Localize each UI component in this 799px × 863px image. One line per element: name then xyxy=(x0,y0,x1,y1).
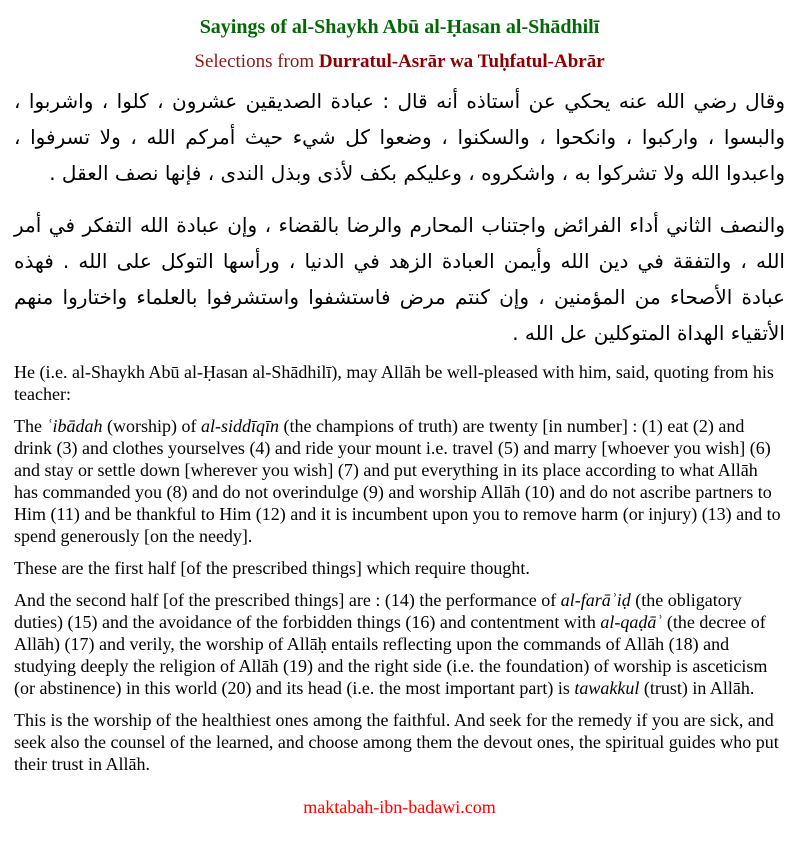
english-translation-block xyxy=(14,361,785,775)
subtitle-book-title: Durratul-Asrār wa Tuḥfatul-Abrār xyxy=(318,51,605,72)
footer xyxy=(14,797,785,818)
text-segment: (the obligatory duties) (15) and the avoidance of the forbidden things (16) and contentment with xyxy=(14,590,742,632)
transliterated-term-ibadah: ʿibādah xyxy=(46,416,103,436)
transliterated-term-faraid: al-farāʾiḍ xyxy=(560,590,631,610)
english-paragraph-closing: This is the worship of the healthiest ones among the faithful. And seek for the remedy if you are sick, and seek also the counsel of the learned, and choose among them the devout ones, the spiritual guides who put their trust in Allāh. xyxy=(14,710,779,774)
arabic-paragraph-2: والنصف الثاني أداء الفرائض واجتناب المحارم والرضا بالقضاء ، وإن عبادة الله التفكر في أمر الله ، والتفقة في دين الله وأيمن العبادة الزهد في الدنيا ، ورأسها التوكل على الله . فهذه عبادة الأصحاء من المؤمنين ، وإن كنتم مرض فاستشفوا واستشرفوا بالعلماء واختاروا منهم الأتقياء الهداة المتوكلين عل الله . xyxy=(14,213,785,345)
english-paragraph-first-half: These are the first half [of the prescribed things] which require thought. xyxy=(14,558,530,578)
arabic-text-block xyxy=(14,83,785,351)
transliterated-term-qada: al-qaḍāʾ xyxy=(600,612,663,632)
page-subtitle xyxy=(14,51,785,73)
text-segment: (trust) in Allāh. xyxy=(639,678,755,698)
page-title: Sayings of al-Shaykh Abū al-Ḥasan al-Shādhilī xyxy=(199,16,600,38)
transliterated-term-siddiqin: al-siddīqīn xyxy=(200,416,279,436)
text-segment: And the second half [of the prescribed things] are : (14) the performance of xyxy=(14,590,561,610)
footer-site-link[interactable]: maktabah-ibn-badawi.com xyxy=(303,797,496,817)
english-paragraph-intro: He (i.e. al-Shaykh Abū al-Ḥasan al-Shādhilī), may Allāh be well-pleased with him, said, quoting from his teacher: xyxy=(14,362,774,404)
subtitle-prefix: Selections from xyxy=(194,51,319,72)
text-segment: (the decree of Allāh) (17) and verily, the worship of Allāḥ entails reflecting upon the commands of Allāh (18) and studying deeply the religion of Allāh (19) and the right side (i.e. the foundation) of worship is asceticism (or abstinence) in this world (20) and its head (i.e. the most important part) is xyxy=(14,612,768,698)
english-paragraph-worship-list xyxy=(14,415,785,547)
english-paragraph-second-half xyxy=(14,589,785,699)
transliterated-term-tawakkul: tawakkul xyxy=(574,678,640,698)
text-segment: (the champions of truth) are twenty [in number] : (1) eat (2) and drink (3) and clothes yourselves (4) and ride your mount i.e. travel (5) and marry [whoever you wish] (6) and stay or settle down [wherever you wish] (7) and put everything in its place according to what Allāh has commanded you (8) and do not overindulge (9) and worship Allāh (10) and do not ascribe partners to Him (11) and be thankful to Him (12) and it is incumbent upon you to remove harm (or injury) (13) and to spend generously [on the needy]. xyxy=(14,416,781,546)
text-segment: (worship) of xyxy=(102,416,201,436)
arabic-paragraph-1: وقال رضي الله عنه يحكي عن أستاذه أنه قال : عبادة الصديقين عشرون ، كلوا ، واشربوا ، والبسوا ، واركبوا ، وانكحوا ، والسكنوا ، وضعوا كل شيء حيث أمركم الله ، ولا تسرفوا ، واعبدوا الله ولا تشركوا به ، واشكروه ، وعليكم بكف لأذى وبذل الندى ، فإنها نصف العقل . xyxy=(14,89,785,185)
text-segment: The xyxy=(14,416,47,436)
